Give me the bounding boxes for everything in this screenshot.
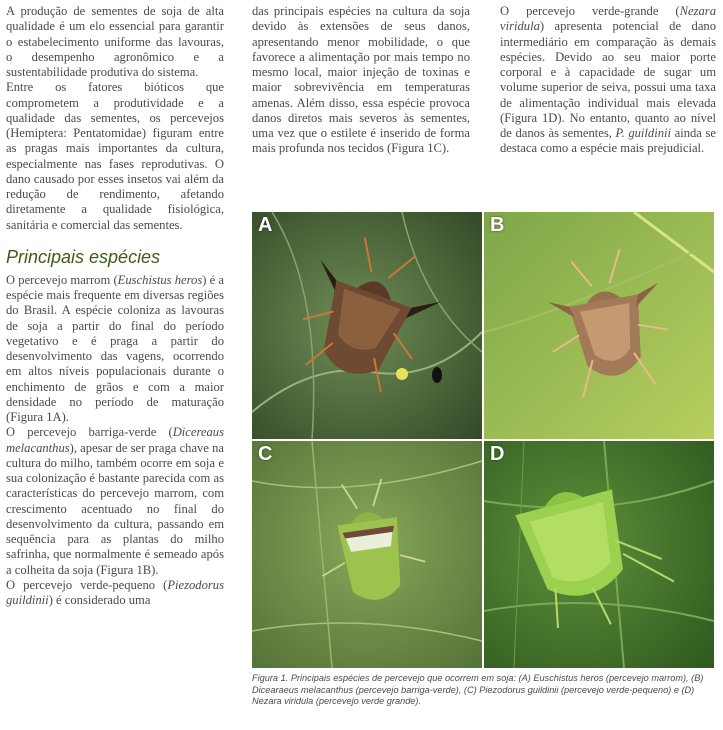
- paragraph-intro: A produção de sementes de soja de alta qualidade é um elo essencial para garantir o estabelecimento uniforme das lavouras, o desempenho agronômico e a sustentabilidade produtiva do sistema.: [6, 4, 224, 79]
- section-heading: Principais espécies: [6, 246, 161, 267]
- species-name: Nezara viridula: [500, 4, 716, 34]
- stink-bug-small-green-image: [252, 441, 482, 668]
- stink-bug-large-green-image: [484, 441, 714, 668]
- stink-bug-brown-image: [252, 212, 482, 439]
- caption-label: Figura 1.: [252, 673, 289, 683]
- paragraph-piezodorus-start: O percevejo verde-pequeno (Piezodorus guildinii) é considerado uma: [6, 577, 224, 607]
- text-column-2: [252, 4, 470, 157]
- stink-bug-tan-image: [484, 212, 714, 439]
- species-name: P. guildinii: [615, 126, 672, 140]
- text-column-3: [500, 4, 716, 157]
- species-name: Euschistus heros: [117, 272, 203, 287]
- photo-dichelops-melacanthus: [484, 212, 714, 439]
- photo-euschistus-heros: [252, 212, 482, 439]
- figure-label-b: B: [490, 214, 505, 236]
- caption-text: Principais espécies de percevejo que ocorrem em soja: (A) Euschistus heros (percevejo marrom), (B) Dicearaeus melacanthus (percevejo barriga-verde), (C) Piezodorus guildinii (percevejo verde-pequeno) e (D) Nezara viridula (percevejo verde grande).: [252, 673, 704, 706]
- photo-nezara-viridula: [484, 441, 714, 668]
- photo-piezodorus-guildinii: [252, 441, 482, 668]
- figure-label-c: C: [258, 443, 273, 465]
- species-name: Piezodorus guildinii: [6, 577, 224, 607]
- text-column-1: [6, 4, 224, 608]
- paragraph-biotic-factors: Entre os fatores bióticos que comprometem a produtividade e a qualidade das sementes, os percevejos (Hemiptera: Pentatomidae) figuram entre as pragas mais importantes da cultura, especialmente nas fases reprodutivas. O dano causado por esses insetos vai além da redução de rendimento, afetando diretamente a qualidade fisiológica, sanitária e comercial das sementes.: [6, 80, 224, 232]
- paragraph-nezara: O percevejo verde-grande (Nezara viridula) apresenta potencial de dano intermediário em comparação às demais espécies. Devido ao seu maior porte corporal e à capacidade de sugar um volume superior de seiva, possui uma taxa de alimentação individual mais elevada (Figura 1D). No entanto, quanto ao nível de danos às sementes, P. guildinii ainda se destaca como a espécie mais prejudicial.: [500, 4, 716, 156]
- figure-1-photo-grid: [252, 212, 716, 670]
- paragraph-dichelops: O percevejo barriga-verde (Dicereaus melacanthus), apesar de ser praga chave na cultura do milho, também ocorre em soja e sua colonização é bastante parecida com as características do percevejo marrom, com crescimento acentuado no final do desenvolvimento da cultura, passando em sequência para as plantas do milho safrinha, que normalmente é semeado após a colheita da soja (Figura 1B).: [6, 425, 224, 577]
- figure-caption: [252, 673, 716, 708]
- paragraph-euschistus: O percevejo marrom (Euschistus heros) é a espécie mais frequente em diversas regiões do Brasil. A espécie coloniza as lavouras de soja a partir do final do período vegetativo e é praga a partir do desenvolvimento das vagens, ocorrendo em altos níveis populacionais durante o enchimento de grãos e com a maior densidade no período de maturação (Figura 1A).: [6, 272, 225, 424]
- paragraph-piezodorus-cont: das principais espécies na cultura da soja devido às extensões de seus danos, apresentando menor mobilidade, o que favorece a alimentação por mais tempo no mesmo local, maior injeção de toxinas e maior sobrevivência em temperaturas amenas. Além disso, essa espécie provoca danos diretos mais severos às sementes, uma vez que o estilete é inserido de forma mais profunda nos tecidos (Figura 1C).: [252, 4, 470, 156]
- figure-label-d: D: [490, 443, 505, 465]
- species-name: Dicereaus melacanthus: [6, 425, 224, 455]
- figure-label-a: A: [258, 214, 273, 236]
